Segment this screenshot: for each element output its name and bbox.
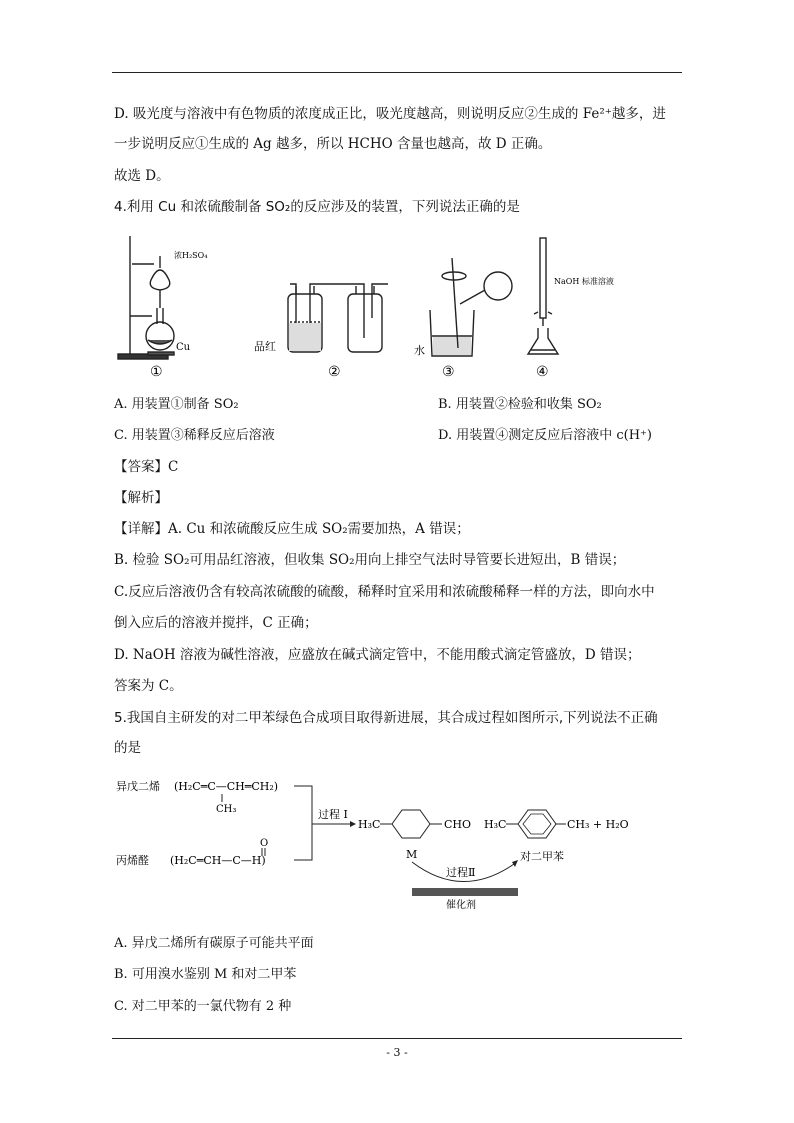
figure-label-2: ② (328, 364, 341, 378)
q4-detail-line: 答案为 C。 (114, 678, 183, 694)
q5-stem-line2: 的是 (114, 740, 141, 756)
q4-stem: 4.利用 Cu 和浓硫酸制备 SO₂的反应涉及的装置，下列说法正确的是 (114, 199, 520, 215)
catalyst-label: 催化剂 (446, 900, 476, 911)
o-label: O (260, 838, 269, 849)
prev-choice: 故选 D。 (114, 168, 170, 184)
reagent-water: 水 (414, 344, 425, 357)
q4-option-b: B. 用装置②检验和收集 SO₂ (438, 397, 602, 412)
figure-label-4: ④ (536, 364, 549, 378)
figure-label-1: ① (150, 364, 163, 378)
isoprene-name: 异戊二烯 (116, 780, 160, 793)
m-right-group: CHO (444, 818, 472, 831)
acrolein-name: 丙烯醛 (116, 854, 149, 867)
reagent-cu: Cu (176, 342, 191, 353)
q4-analysis-title: 【解析】 (114, 490, 168, 506)
apparatus-3 (430, 258, 512, 356)
reagent-naoh: NaOH 标准溶液 (554, 277, 614, 286)
reagent-h2so4: 浓H₂SO₄ (174, 251, 208, 260)
header-rule (112, 72, 682, 73)
reagent-pinhong: 品红 (254, 340, 276, 353)
q5-stem-line1: 5.我国自主研发的对二甲苯绿色合成项目取得新进展，其合成过程如图所示,下列说法不正确 (114, 710, 658, 726)
page-number: - 3 - (386, 1046, 408, 1059)
q5-option-b: B. 可用溴水鉴别 M 和对二甲苯 (114, 967, 297, 982)
q4-detail-line: 【详解】A. Cu 和浓硫酸反应生成 SO₂需要加热，A 错误； (114, 521, 470, 537)
process-1-label: 过程 I (318, 808, 348, 821)
q4-option-d: D. 用装置④测定反应后溶液中 c(H⁺) (438, 428, 652, 443)
apparatus-2 (288, 284, 388, 352)
apparatus-1 (118, 236, 174, 359)
m-left-group: H₃C (358, 818, 381, 831)
q4-detail-line: B. 检验 SO₂可用品红溶液，但收集 SO₂用向上排空气法时导管要长进短出，B 错误； (114, 552, 626, 568)
q5-option-c: C. 对二甲苯的一氯代物有 2 种 (114, 999, 292, 1014)
q4-option-c: C. 用装置③稀释反应后溶液 (114, 428, 275, 443)
q5-option-a: A. 异戊二烯所有碳原子可能共平面 (114, 936, 314, 951)
acrolein-formula: (H₂C═CH—C—H) (170, 854, 266, 867)
footer-rule (112, 1038, 682, 1039)
prev-d-line2: 一步说明反应①生成的 Ag 越多，所以 HCHO 含量也越高，故 D 正确。 (114, 136, 552, 152)
apparatus-4 (528, 238, 558, 354)
isoprene-ch3: CH₃ (216, 804, 237, 815)
q5-synthesis-figure (112, 770, 642, 912)
q4-option-a: A. 用装置①制备 SO₂ (114, 397, 239, 412)
process-2-label: 过程Ⅱ (446, 866, 476, 879)
q4-apparatus-figure (110, 228, 630, 378)
q4-answer: 【答案】C (114, 459, 179, 475)
m-label: M (406, 848, 418, 861)
px-right-group: CH₃ + H₂O (567, 818, 629, 831)
isoprene-formula: (H₂C═C—CH═CH₂) (174, 780, 279, 793)
prev-d-line1: D. 吸光度与溶液中有色物质的浓度成正比，吸光度越高，则说明反应②生成的 Fe²⁺越多，进 (114, 106, 666, 122)
px-name: 对二甲苯 (520, 850, 564, 863)
q4-detail-line: D. NaOH 溶液为碱性溶液，应盛放在碱式滴定管中，不能用酸式滴定管盛放，D 错误； (114, 647, 641, 663)
figure-label-3: ③ (442, 364, 455, 378)
px-left-group: H₃C (484, 818, 507, 831)
q4-detail-line: C.反应后溶液仍含有较高浓硫酸的硫酸，稀释时宜采用和浓硫酸稀释一样的方法，即向水中 (114, 584, 655, 600)
q4-detail-line: 倒入应后的溶液并搅拌，C 正确； (114, 615, 318, 631)
